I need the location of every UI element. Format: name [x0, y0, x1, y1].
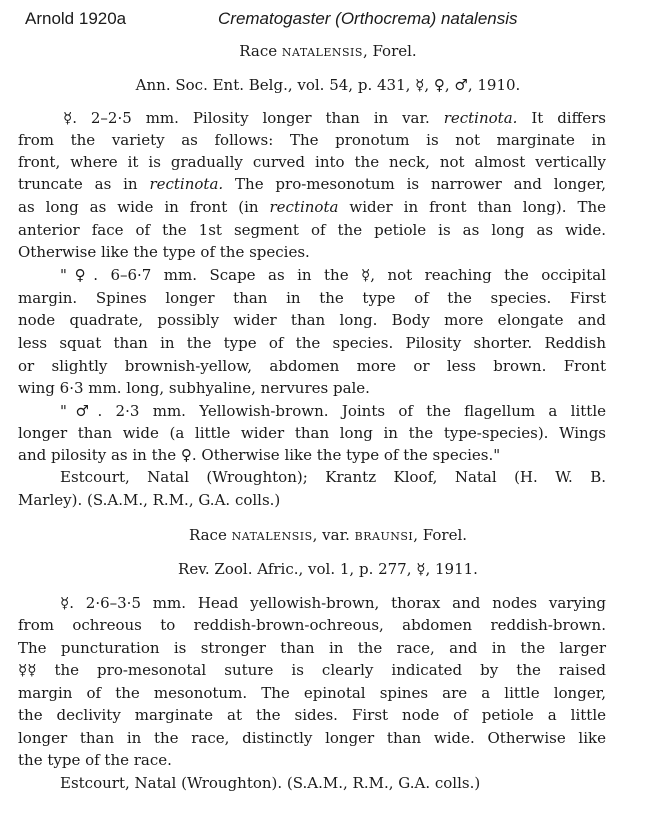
race1-worker-line-3: front, where it is gradually curved into the neck, not almost vertically: [18, 153, 606, 171]
race2-worker-line-7: longer than in the race, distinctly longer than wide. Otherwise like: [18, 729, 606, 747]
race1-title-b: natalensis: [281, 42, 363, 60]
race1-worker-1a: ☿. 2–2·5 mm. Pilosity longer than in var.: [63, 109, 430, 127]
race1-title-a: Race: [239, 42, 282, 60]
race2-title-a: Race: [188, 526, 232, 544]
race1-worker-4c: The pro-mesonotum is narrower and longer,: [223, 175, 606, 193]
race1-worker-1c: It differs: [517, 109, 606, 127]
race1-worker-line-7: Otherwise like the type of the species.: [18, 243, 310, 261]
race1-localities-line-2: Marley). (S.A.M., R.M., G.A. colls.): [18, 491, 281, 509]
race1-female-line-1: "♀. 6–6·7 mm. Scape as in the ☿, not reaching the occipital: [60, 266, 606, 284]
race1-worker-5c: wider in front than long). The: [338, 198, 606, 216]
race2-worker-line-2: from ochreous to reddish-brown-ochreous, abdomen reddish-brown.: [18, 616, 606, 634]
race2-title-d: braunsi: [354, 526, 414, 544]
race2-worker-line-5: margin of the mesonotum. The epinotal spines are a little longer,: [18, 684, 606, 702]
race1-female-line-5: or slightly brownish-yellow, abdomen more or less brown. Front: [18, 357, 606, 375]
race1-female-line-3: node quadrate, possibly wider than long. Body more elongate and: [18, 311, 606, 329]
race1-worker-line-2: from the variety as follows: The pronotum is not marginate in: [18, 131, 606, 149]
race1-worker-line-1: [18, 110, 606, 127]
header-author: Arnold 1920a: [25, 9, 127, 28]
race1-worker-4b: rectinota.: [149, 175, 224, 193]
race1-worker-4a: truncate as in: [18, 175, 150, 193]
race2-localities-line-1: Estcourt, Natal (Wroughton). (S.A.M., R.M., G.A. colls.): [60, 774, 481, 792]
race1-female-line-4: less squat than in the type of the species. Pilosity shorter. Reddish: [18, 334, 606, 352]
race1-male-line-1: "♂. 2·3 mm. Yellowish-brown. Joints of the flagellum a little: [60, 402, 606, 420]
race2-title-e: , Forel.: [413, 526, 468, 544]
race1-worker-5b: rectinota: [269, 198, 339, 216]
race1-title-c: , Forel.: [362, 42, 417, 60]
race1-worker-line-4: [18, 176, 606, 193]
race1-localities-line-1: Estcourt, Natal (Wroughton); Krantz Kloof, Natal (H. W. B.: [60, 468, 606, 486]
race2-worker-line-8: the type of the race.: [18, 751, 172, 769]
race1-citation: Ann. Soc. Ent. Belg., vol. 54, p. 431, ☿, ♀, ♂, 1910.: [135, 76, 521, 94]
race2-citation: Rev. Zool. Afric., vol. 1, p. 277, ☿, 1911.: [178, 560, 478, 578]
race1-worker-1b: rectinota.: [429, 109, 518, 127]
race2-title-b: natalensis: [231, 526, 313, 544]
race1-female-line-2: margin. Spines longer than in the type of the species. First: [18, 289, 606, 307]
race1-worker-5a: as long as wide in front (in: [18, 198, 270, 216]
race2-worker-line-1: ☿. 2·6–3·5 mm. Head yellowish-brown, thorax and nodes varying: [60, 594, 606, 612]
race1-worker-line-6: anterior face of the 1st segment of the petiole is as long as wide.: [18, 221, 606, 239]
race2-title-c: , var.: [312, 526, 355, 544]
race1-male-line-3: and pilosity as in the ♀. Otherwise like the type of the species.": [18, 446, 501, 464]
race1-worker-line-5: [18, 199, 606, 216]
header-taxon: Crematogaster (Orthocrema) natalensis: [218, 9, 518, 28]
race2-worker-line-3: The puncturation is stronger than in the race, and in the larger: [18, 639, 606, 657]
race2-title: [0, 527, 656, 544]
race1-title: [0, 43, 656, 60]
race2-worker-line-4: ☿☿ the pro-mesonotal suture is clearly indicated by the raised: [18, 661, 606, 679]
race1-male-line-2: longer than wide (a little wider than long in the type-species). Wings: [18, 424, 606, 442]
race2-worker-line-6: the declivity marginate at the sides. First node of petiole a little: [18, 706, 606, 724]
race1-female-line-6: wing 6·3 mm. long, subhyaline, nervures pale.: [18, 379, 370, 397]
